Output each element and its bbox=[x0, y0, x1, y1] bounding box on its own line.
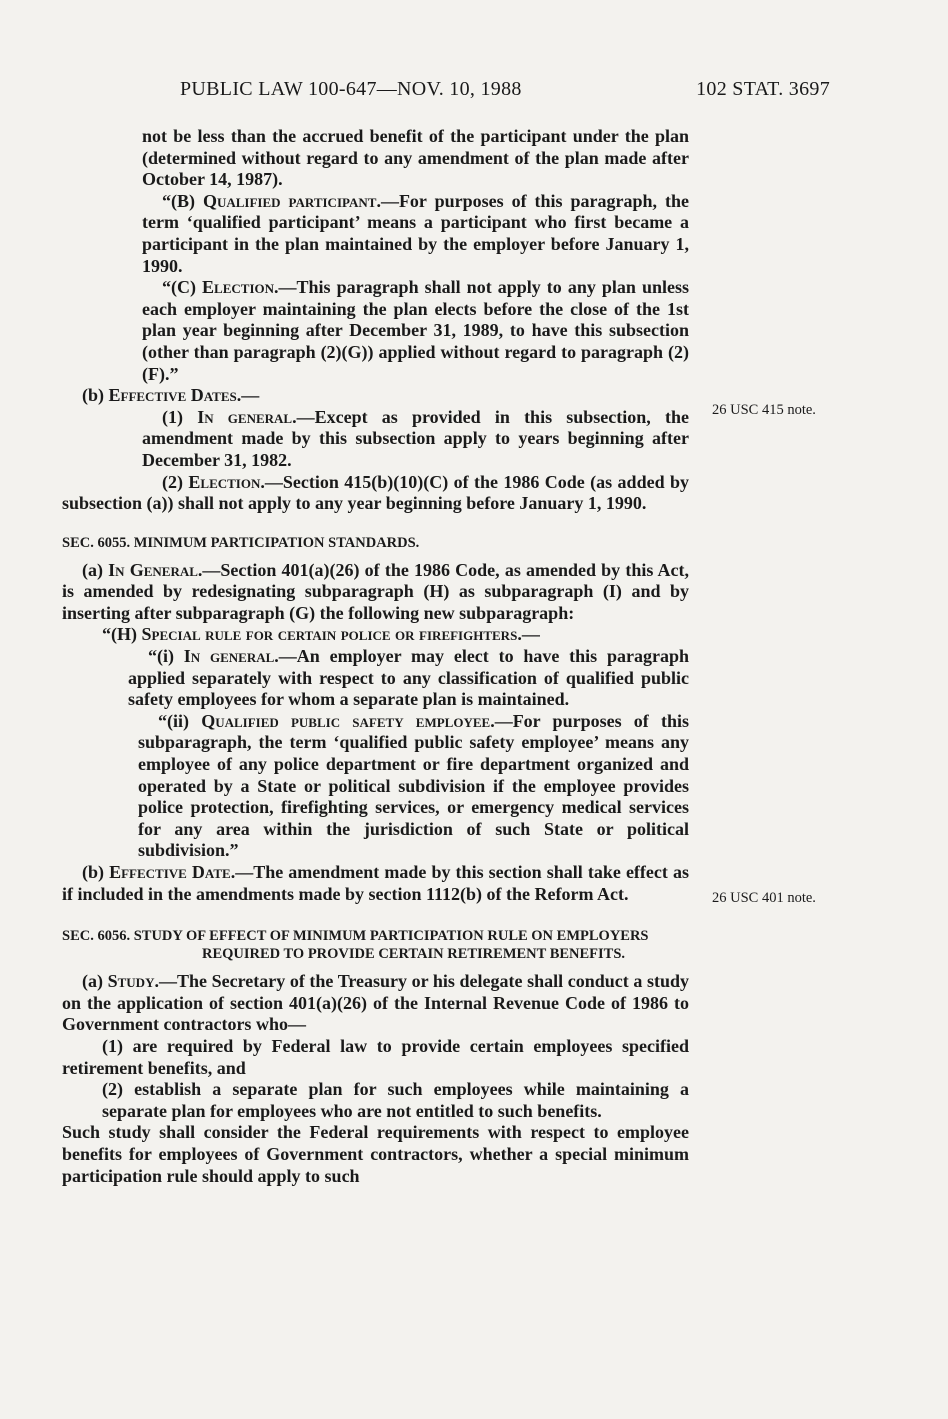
document-body bbox=[62, 126, 689, 1187]
section-heading: SEC. 6055. MINIMUM PARTICIPATION STANDARDS. bbox=[62, 534, 420, 551]
paragraph-text: .— bbox=[517, 624, 540, 645]
margin-note: 26 USC 401 note. bbox=[712, 890, 816, 906]
paragraph bbox=[62, 385, 689, 407]
paragraph-text: .—The Secretary of the Treasury or his delegate shall conduct a study on the application of section 401(a)(26) of the Internal Revenue Code of 1986 to Government contractors who— bbox=[62, 971, 689, 1035]
paragraph-heading: Election bbox=[202, 277, 274, 298]
paragraph: Such study shall consider the Federal requirements with respect to employee benefits for employees of Government contractors, whether a special minimum participation rule should apply to such bbox=[62, 1122, 689, 1186]
paragraph-lead: (b) bbox=[82, 862, 110, 882]
paragraph-heading: In general bbox=[183, 646, 275, 667]
paragraph bbox=[62, 191, 689, 277]
header-stat-page: 102 STAT. 3697 bbox=[696, 78, 830, 100]
paragraph-lead: (a) bbox=[82, 559, 109, 580]
paragraph-lead: “(C) bbox=[162, 277, 203, 298]
section-heading: SEC. 6056. STUDY OF EFFECT OF MINIMUM PARTICIPATION RULE ON EMPLOYERS REQUIRED TO PROVIDE CERTAIN RETIREMENT BENEFITS. bbox=[62, 928, 649, 963]
paragraph: not be less than the accrued benefit of the participant under the plan (determined without regard to any amendment of the plan made after October 14, 1987). bbox=[142, 126, 689, 190]
paragraph bbox=[62, 971, 689, 1036]
paragraph-text: .—For purposes of this subparagraph, the term ‘qualified public safety employee’ means any employee of any police department or fire department organized and operated by a State or political subdivision if the employee provides police protection, firefighting services, or emergency medical services for any area within the jurisdiction of such State or political subdivision.” bbox=[138, 710, 689, 861]
paragraph-lead: “(B) bbox=[162, 190, 203, 211]
paragraph-text: .—Section 401(a)(26) of the 1986 Code, as amended by this Act, is amended by redesignating subparagraph (H) as subparagraph (I) and by inserting after subparagraph (G) the following new subparagraph: bbox=[62, 559, 689, 623]
paragraph-lead: “(H) bbox=[102, 624, 142, 645]
paragraph bbox=[62, 711, 689, 862]
paragraph bbox=[62, 862, 689, 905]
paragraph: (1) are required by Federal law to provide certain employees specified retirement benefits, and bbox=[62, 1035, 689, 1078]
paragraph bbox=[62, 472, 689, 515]
paragraph bbox=[62, 624, 689, 646]
paragraph-heading: Effective Date bbox=[109, 862, 231, 882]
paragraph-lead: (2) bbox=[162, 471, 189, 492]
paragraph-heading: Qualified participant bbox=[202, 190, 377, 211]
paragraph-lead: (1) bbox=[162, 406, 198, 427]
paragraph-text: .—Section 415(b)(10)(C) of the 1986 Code (as added by subsection (a)) shall not apply to any year beginning before January 1, 1990. bbox=[62, 471, 689, 514]
paragraph-lead: (b) bbox=[82, 385, 109, 406]
paragraph-text: .—Except as provided in this subsection, the amendment made by this subsection apply to years beginning after December 31, 1982. bbox=[142, 406, 689, 470]
paragraph bbox=[62, 560, 689, 625]
header-citation: PUBLIC LAW 100-647—NOV. 10, 1988 bbox=[180, 78, 522, 100]
paragraph-heading: In General bbox=[108, 559, 198, 580]
paragraph-lead: “(i) bbox=[148, 646, 184, 667]
paragraph-heading: Qualified public safety employee bbox=[201, 710, 491, 731]
paragraph-lead: “(ii) bbox=[158, 710, 202, 731]
paragraph-lead: (a) bbox=[82, 971, 108, 992]
paragraph-heading: Effective Dates bbox=[108, 385, 237, 406]
margin-note: 26 USC 415 note. bbox=[712, 402, 816, 418]
paragraph bbox=[62, 407, 689, 472]
paragraph-heading: Study bbox=[107, 971, 155, 992]
paragraph: (2) establish a separate plan for such employees while maintaining a separate plan for employees who are not entitled to such benefits. bbox=[102, 1079, 689, 1121]
paragraph bbox=[62, 277, 689, 385]
paragraph-heading: Special rule for certain police or firefighters bbox=[141, 624, 518, 645]
paragraph-text: .—An employer may elect to have this paragraph applied separately with respect to any classification of qualified public safety employees for whom a separate plan is maintained. bbox=[128, 646, 689, 710]
paragraph-text: .—This paragraph shall not apply to any plan unless each employer maintaining the plan elects before the close of the 1st plan year beginning after December 31, 1989, to have this subsection (other than paragraph (2)(G)) applied without regard to paragraph (2)(F).” bbox=[142, 277, 689, 384]
paragraph-text: .— bbox=[236, 385, 260, 406]
paragraph-text: .—For purposes of this paragraph, the term ‘qualified participant’ means a participant who first became a participant in the plan maintained by the employer before January 1, 1990. bbox=[142, 190, 690, 276]
paragraph bbox=[62, 646, 689, 711]
paragraph-heading: In general bbox=[197, 406, 293, 427]
paragraph-heading: Election bbox=[188, 471, 261, 492]
paragraph-text: .—The amendment made by this section shall take effect as if included in the amendments made by section 1112(b) of the Reform Act. bbox=[62, 862, 689, 904]
